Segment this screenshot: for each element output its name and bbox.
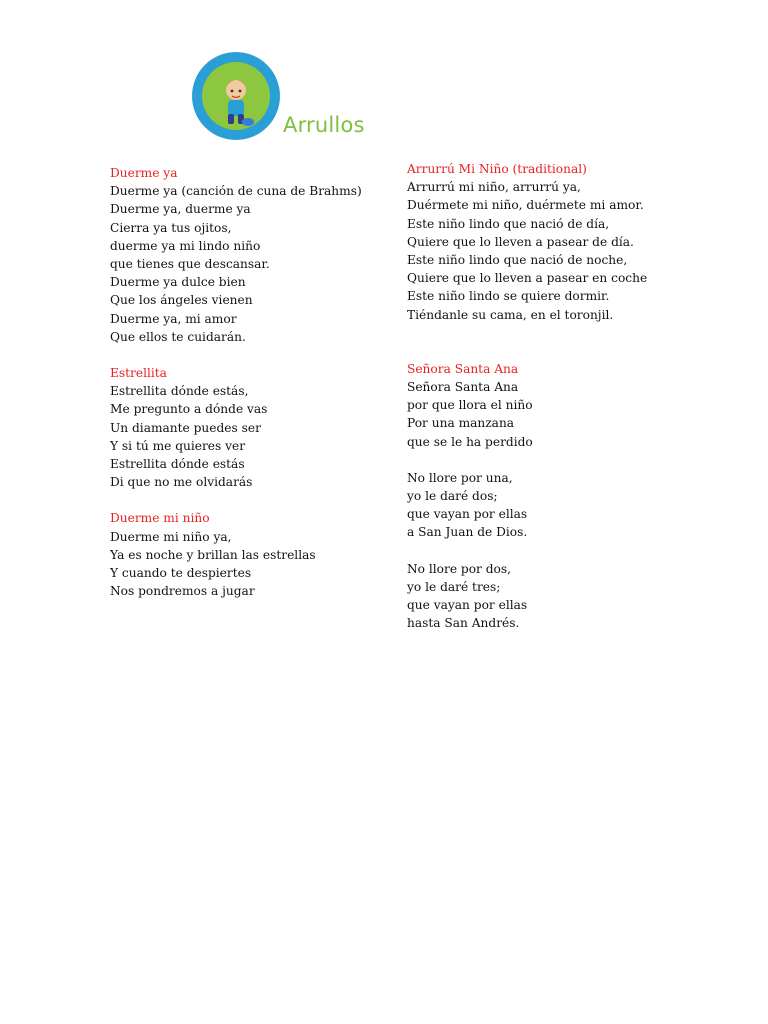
lyric-line: hasta San Andrés. — [407, 616, 520, 631]
lyric-line: a San Juan de Dios. — [407, 525, 528, 540]
lyric-line: que se le ha perdido — [407, 434, 533, 449]
song-lines — [110, 528, 430, 601]
spacer — [407, 342, 727, 360]
lyric-line: Que los ángeles vienen — [110, 293, 253, 308]
right-column — [407, 160, 727, 650]
lyric-line: yo le daré dos; — [407, 489, 498, 504]
lyric-line: Duerme ya (canción de cuna de Brahms) — [110, 184, 362, 199]
lyric-line: Estrellita dónde estás — [110, 457, 245, 472]
lyric-line: Por una manzana — [407, 416, 515, 431]
page-title: Arrullos — [283, 113, 365, 137]
lyric-line: Cierra ya tus ojitos, — [110, 220, 232, 235]
lyric-line: por que llora el niño — [407, 398, 533, 413]
lyric-line: Tiéndanle su cama, en el toronjil. — [407, 307, 614, 322]
song-stanza — [407, 178, 727, 324]
song-title: Estrellita — [110, 366, 167, 381]
lyric-line: Duerme ya, mi amor — [110, 311, 237, 326]
lyric-line: Señora Santa Ana — [407, 380, 519, 395]
lyric-line: que vayan por ellas — [407, 598, 528, 613]
song-title: Señora Santa Ana — [407, 361, 519, 376]
lyric-line: Me pregunto a dónde vas — [110, 402, 268, 417]
left-column — [110, 164, 430, 618]
lyric-line: yo le daré tres; — [407, 579, 501, 594]
lyric-line: Este niño lindo que nació de noche, — [407, 253, 628, 268]
lyric-line: Que ellos te cuidarán. — [110, 329, 246, 344]
song-title: Duerme mi niño — [110, 511, 210, 526]
lyric-line: Nos pondremos a jugar — [110, 584, 255, 599]
song-lines — [110, 382, 430, 491]
lyric-line: Quiere que lo lleven a pasear en coche — [407, 271, 648, 286]
lyric-line: Un diamante puedes ser — [110, 420, 261, 435]
lyric-line: Arrurrú mi niño, arrurrú ya, — [407, 180, 581, 195]
song-arrurru-mi-nino — [407, 160, 727, 324]
lyric-line: que vayan por ellas — [407, 507, 528, 522]
song-duerme-mi-nino — [110, 509, 430, 600]
lyric-line: Duérmete mi niño, duérmete mi amor. — [407, 198, 644, 213]
lyric-line: Este niño lindo se quiere dormir. — [407, 289, 610, 304]
song-title: Duerme ya — [110, 166, 178, 180]
lyric-line: Y si tú me quieres ver — [110, 438, 246, 453]
lyric-line: Duerme ya dulce bien — [110, 275, 246, 290]
lyric-line: Estrellita dónde estás, — [110, 384, 249, 399]
song-senora-santa-ana — [407, 360, 727, 633]
lyric-line: Di que no me olvidarás — [110, 475, 253, 490]
song-stanza — [407, 378, 727, 451]
song-estrellita — [110, 364, 430, 491]
lyric-line: duerme ya mi lindo niño — [110, 238, 261, 253]
lyric-line: Duerme ya, duerme ya — [110, 202, 251, 217]
lyric-line: Este niño lindo que nació de día, — [407, 216, 610, 231]
lyric-line: Duerme mi niño ya, — [110, 529, 232, 544]
lyric-line: No llore por una, — [407, 470, 513, 485]
logo — [190, 50, 282, 142]
song-stanza — [407, 469, 727, 542]
song-stanza — [407, 560, 727, 633]
logo-graphic — [190, 50, 282, 142]
song-duerme-ya — [110, 164, 430, 346]
lyric-line: Ya es noche y brillan las estrellas — [110, 547, 316, 562]
lyric-line: Y cuando te despiertes — [110, 566, 252, 581]
song-title: Arrurrú Mi Niño (traditional) — [407, 162, 587, 176]
lyric-line: No llore por dos, — [407, 561, 512, 576]
lyric-line: Quiere que lo lleven a pasear de día. — [407, 234, 634, 249]
song-lines — [110, 182, 430, 346]
lyric-line: que tienes que descansar. — [110, 257, 270, 272]
